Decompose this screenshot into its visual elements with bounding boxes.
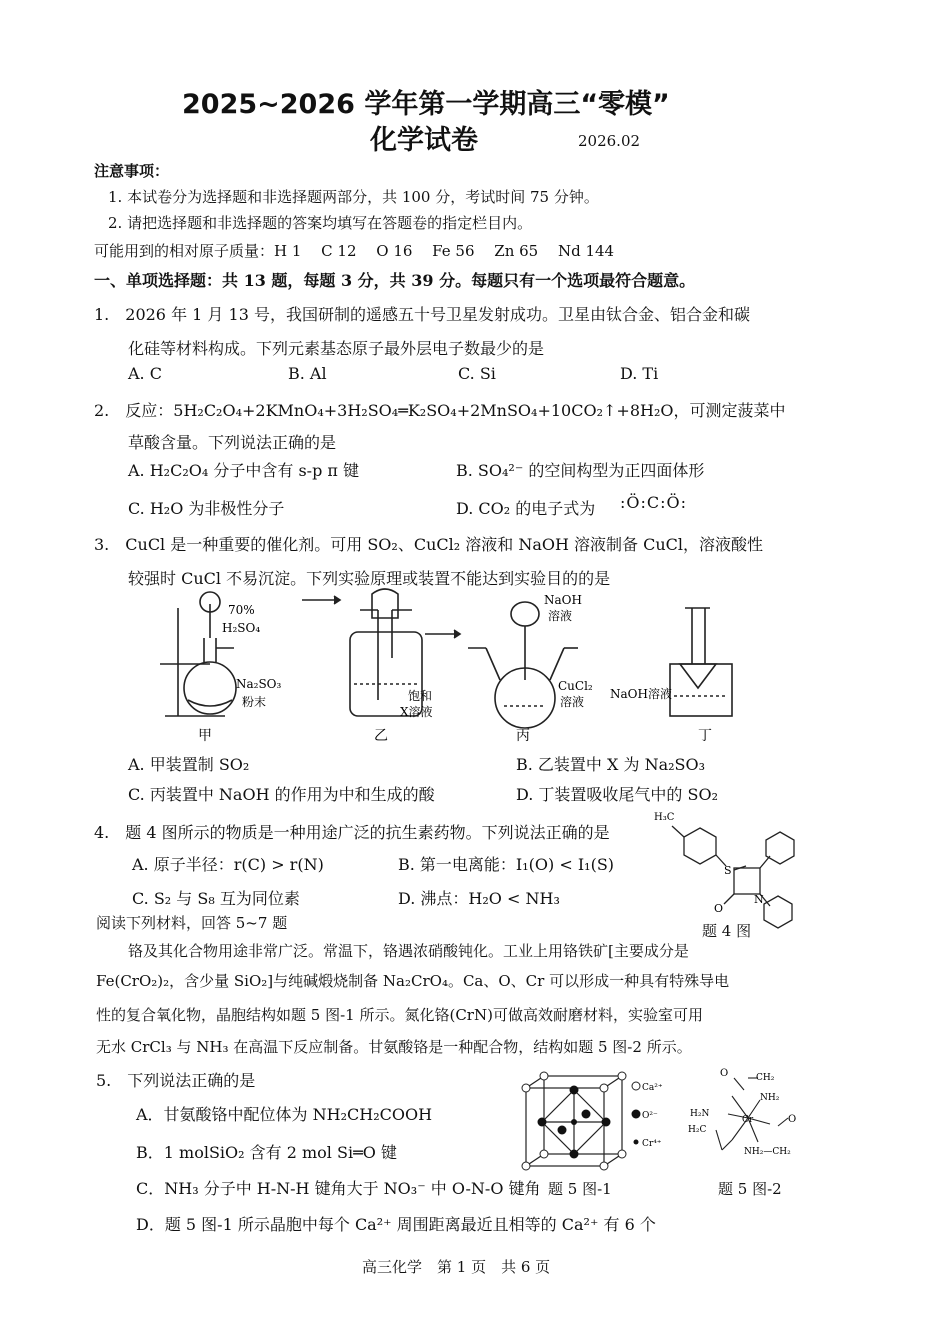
q1-stem: 化硅等材料构成。下列元素基态原子最外层电子数最少的是: [128, 339, 545, 358]
svg-text:NH₂: NH₂: [760, 1093, 780, 1103]
q5-stem: 5. 下列说法正确的是: [96, 1071, 256, 1090]
page-footer: 高三化学 第 1 页 共 6 页: [362, 1258, 551, 1276]
q2-stem: 草酸含量。下列说法正确的是: [128, 433, 337, 452]
svg-text:丁: 丁: [698, 728, 712, 744]
section-heading: 一、单项选择题：共 13 题，每题 3 分，共 39 分。每题只有一个选项最符合题意。: [94, 271, 696, 290]
svg-text:Cr: Cr: [742, 1115, 754, 1125]
q1-option-d: D. Ti: [620, 364, 659, 383]
q5-option-a: A．甘氨酸铬中配位体为 NH₂CH₂COOH: [136, 1105, 433, 1124]
q5-option-c: C．NH₃ 分子中 H-N-H 键角大于 NO₃⁻ 中 O-N-O 键角: [136, 1179, 541, 1198]
q4-structure-figure: [650, 800, 800, 940]
q5-option-b: B．1 molSiO₂ 含有 2 mol Si═O 键: [136, 1143, 397, 1162]
q3-stem: 较强时 CuCl 不易沉淀。下列实验原理或装置不能达到实验目的的是: [128, 569, 611, 588]
reading-line: 性的复合氧化物，晶胞结构如题 5 图-1 所示。氮化铬(CrN)可做高效耐磨材料，实验室可用: [96, 1006, 703, 1024]
bottle-top: [372, 589, 398, 618]
q5-complex-figure: [686, 1066, 806, 1172]
q5-figure1-caption: 题 5 图-1: [548, 1180, 612, 1198]
q1-option-b: B. Al: [288, 364, 327, 383]
svg-text:乙: 乙: [374, 728, 388, 744]
svg-text:H₂SO₄: H₂SO₄: [222, 621, 261, 635]
q4-option-b: B. 第一电离能：I₁(O) < I₁(S): [398, 855, 615, 874]
note-item: 2. 请把选择题和非选择题的答案均填写在答题卷的指定栏目内。: [108, 214, 533, 232]
notes-heading: 注意事项：: [94, 162, 170, 180]
q5-figure2-caption: 题 5 图-2: [718, 1180, 782, 1198]
beta-lactam-ring: [734, 868, 760, 894]
svg-text:粉末: 粉末: [242, 695, 267, 709]
q3-option-b: B. 乙装置中 X 为 Na₂SO₃: [516, 755, 706, 774]
exam-date: 2026.02: [578, 132, 641, 150]
svg-text:O²⁻: O²⁻: [642, 1111, 658, 1121]
q2-option-c: C. H₂O 为非极性分子: [128, 499, 285, 518]
svg-text:饱和: 饱和: [408, 689, 433, 703]
q3-option-a: A. 甲装置制 SO₂: [128, 755, 250, 774]
svg-text:70%: 70%: [228, 603, 255, 617]
q1-stem: 1. 2026 年 1 月 13 号，我国研制的遥感五十号卫星发射成功。卫星由钛合金、铝合金和碳: [94, 305, 750, 324]
svg-text:Cr⁴⁺: Cr⁴⁺: [642, 1139, 662, 1149]
svg-text:溶液: 溶液: [560, 695, 585, 709]
q1-option-c: C. Si: [458, 364, 496, 383]
svg-text:Ca²⁺: Ca²⁺: [642, 1083, 663, 1093]
page-title: 2025~2026 学年第一学期高三“零模”: [182, 89, 670, 120]
q5-unit-cell-figure: [518, 1070, 668, 1180]
reading-line: 铬及其化合物用途非常广泛。常温下，铬遇浓硝酸钝化。工业上用铬铁矿[主要成分是: [128, 942, 689, 960]
svg-text:CuCl₂: CuCl₂: [558, 679, 593, 693]
svg-text:H₂C: H₂C: [688, 1125, 707, 1135]
svg-text:O: O: [788, 1114, 797, 1125]
q4-option-c: C. S₂ 与 S₈ 互为同位素: [132, 889, 300, 908]
q2-option-d: D. CO₂ 的电子式为: [456, 499, 596, 518]
q3-option-d: D. 丁装置吸收尾气中的 SO₂: [516, 785, 719, 804]
svg-text:O: O: [714, 902, 724, 915]
n-phenyl-ring: [764, 896, 792, 928]
tolyl-ring: [684, 828, 716, 864]
funnel-ding: [680, 664, 716, 688]
svg-text:NH₂—CH₂: NH₂—CH₂: [744, 1147, 791, 1157]
reading-line: 无水 CrCl₃ 与 NH₃ 在高温下反应制备。甘氨酸铬是一种配合物，结构如题 5 图-2 所示。: [96, 1038, 692, 1056]
svg-text:S: S: [724, 864, 732, 877]
svg-text:H₂N: H₂N: [690, 1109, 710, 1119]
page-subtitle: 化学试卷: [370, 125, 478, 156]
svg-text:CH₂: CH₂: [756, 1073, 775, 1083]
q3-apparatus-figure: [150, 588, 750, 746]
q3-stem: 3. CuCl 是一种重要的催化剂。可用 SO₂、CuCl₂ 溶液和 NaOH 溶液制备 CuCl，溶液酸性: [94, 535, 764, 554]
co2-electron-formula: :Ö:C:Ö:: [620, 493, 688, 512]
svg-text:N: N: [754, 893, 764, 906]
q1-option-a: A. C: [128, 364, 162, 383]
phenyl-ring: [766, 832, 794, 864]
svg-text:O: O: [720, 1068, 729, 1079]
svg-text:H₃C: H₃C: [654, 812, 675, 823]
wash-bottle-yi: [350, 632, 422, 716]
svg-text:NaOH: NaOH: [544, 593, 582, 607]
svg-text:溶液: 溶液: [548, 609, 573, 623]
note-item: 1. 本试卷分为选择题和非选择题两部分，共 100 分，考试时间 75 分钟。: [108, 188, 599, 206]
reading-intro: 阅读下列材料，回答 5~7 题: [96, 914, 288, 932]
q5-option-d: D．题 5 图-1 所示晶胞中每个 Ca²⁺ 周围距离最近且相等的 Ca²⁺ 有 6 个: [136, 1215, 656, 1234]
reading-line: Fe(CrO₂)₂，含少量 SiO₂]与纯碱煅烧制备 Na₂CrO₄。Ca、O、Cr 可以形成一种具有特殊导电: [96, 972, 730, 990]
q2-option-b: B. SO₄²⁻ 的空间构型为正四面体形: [456, 461, 705, 480]
svg-text:X溶液: X溶液: [400, 705, 433, 719]
q2-option-a: A. H₂C₂O₄ 分子中含有 s-p π 键: [128, 461, 360, 480]
beaker-ding: [670, 664, 732, 716]
svg-text:丙: 丙: [516, 728, 530, 744]
atomic-masses: 可能用到的相对原子质量：H 1 C 12 O 16 Fe 56 Zn 65 Nd 144: [94, 242, 615, 260]
q2-stem: 2. 反应：5H₂C₂O₄+2KMnO₄+3H₂SO₄═K₂SO₄+2MnSO₄+10CO₂↑+8H₂O，可测定菠菜中: [94, 401, 786, 420]
svg-text:Na₂SO₃: Na₂SO₃: [236, 677, 282, 691]
dropping-funnel-bing: [511, 602, 539, 626]
svg-text:甲: 甲: [198, 728, 212, 744]
q4-option-a: A. 原子半径：r(C) > r(N): [132, 855, 324, 874]
q4-option-d: D. 沸点：H₂O < NH₃: [398, 889, 560, 908]
svg-text:NaOH溶液: NaOH溶液: [610, 687, 672, 701]
q4-figure-caption: 题 4 图: [702, 922, 752, 940]
q4-stem: 4. 题 4 图所示的物质是一种用途广泛的抗生素药物。下列说法正确的是: [94, 823, 610, 842]
q3-option-c: C. 丙装置中 NaOH 的作用为中和生成的酸: [128, 785, 435, 804]
